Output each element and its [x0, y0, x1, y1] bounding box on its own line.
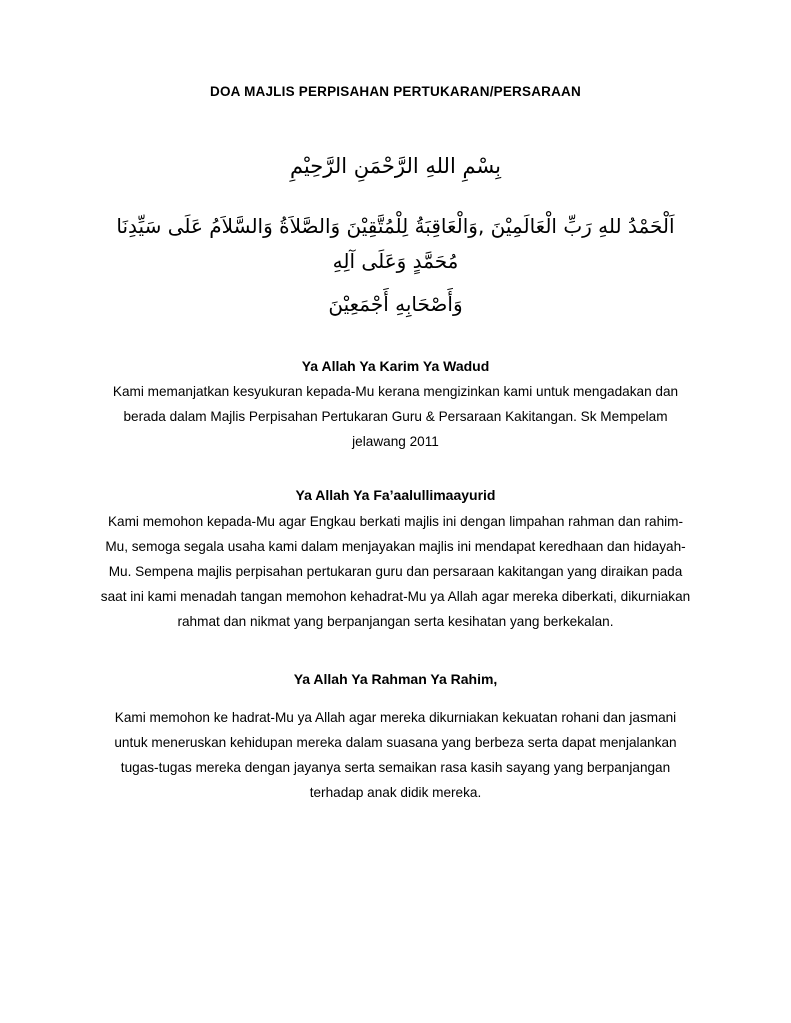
- arabic-basmalah: بِسْمِ اللهِ الرَّحْمَنِ الرَّحِيْمِ: [289, 154, 502, 178]
- prayer-heading-2: Ya Allah Ya Fa’aalullimaayurid: [295, 487, 496, 504]
- prayer-section-3: [100, 668, 691, 805]
- prayer-body-2: Kami memohon kepada-Mu agar Engkau berkati majlis ini dengan limpahan rahman dan rahim-Mu, semoga segala usaha kami dalam menjayakan majlis ini mendapat keredhaan dan hidayah-Mu. Sempena majlis perpisahan pertukaran guru dan persaraan kakitangan yang diraikan pada saat ini kami menadah tangan memohon kehadrat-Mu ya Allah agar mereka diberkati, dikurniakan rahmat dan nikmat yang berpanjangan serta kesihatan yang berkekalan.: [100, 513, 691, 630]
- prayer-body-3: Kami memohon ke hadrat-Mu ya Allah agar mereka dikurniakan kekuatan rohani dan jasmani untuk meneruskan kehidupan mereka dalam suasana yang berbeza serta dapat menjalankan tugas-tugas mereka dengan jayanya serta semaikan rasa kasih sayang yang berpanjangan terhadap anak didik mereka.: [114, 709, 677, 801]
- prayer-heading-3: Ya Allah Ya Rahman Ya Rahim,: [293, 671, 498, 688]
- section-spacer: [100, 691, 691, 703]
- arabic-hamdalah-line-1: اَلْحَمْدُ للهِ رَبِّ الْعَالَمِيْنَ ,وَالْعَاقِبَةُ لِلْمُتَّقِيْنَ وَالصَّلاَةُ وَالسَّلاَمُ عَلَى سَيِّدِنَا مُحَمَّدٍ وَعَلَى آلِهِ: [116, 213, 675, 273]
- arabic-hamdalah-line-2: وَأَصْحَابِهِ أَجْمَعِيْنَ: [328, 291, 463, 316]
- prayer-body-1: Kami memanjatkan kesyukuran kepada-Mu kerana mengizinkan kami untuk mengadakan dan berada dalam Majlis Perpisahan Pertukaran Guru & Persaraan Kakitangan. Sk Mempelam jelawang 2011: [112, 383, 679, 450]
- prayer-section-1: [100, 355, 691, 455]
- prayer-section-2: [100, 484, 691, 634]
- page-title: DOA MAJLIS PERPISAHAN PERTUKARAN/PERSARAAN: [210, 84, 581, 99]
- prayer-heading-1: Ya Allah Ya Karim Ya Wadud: [301, 357, 490, 374]
